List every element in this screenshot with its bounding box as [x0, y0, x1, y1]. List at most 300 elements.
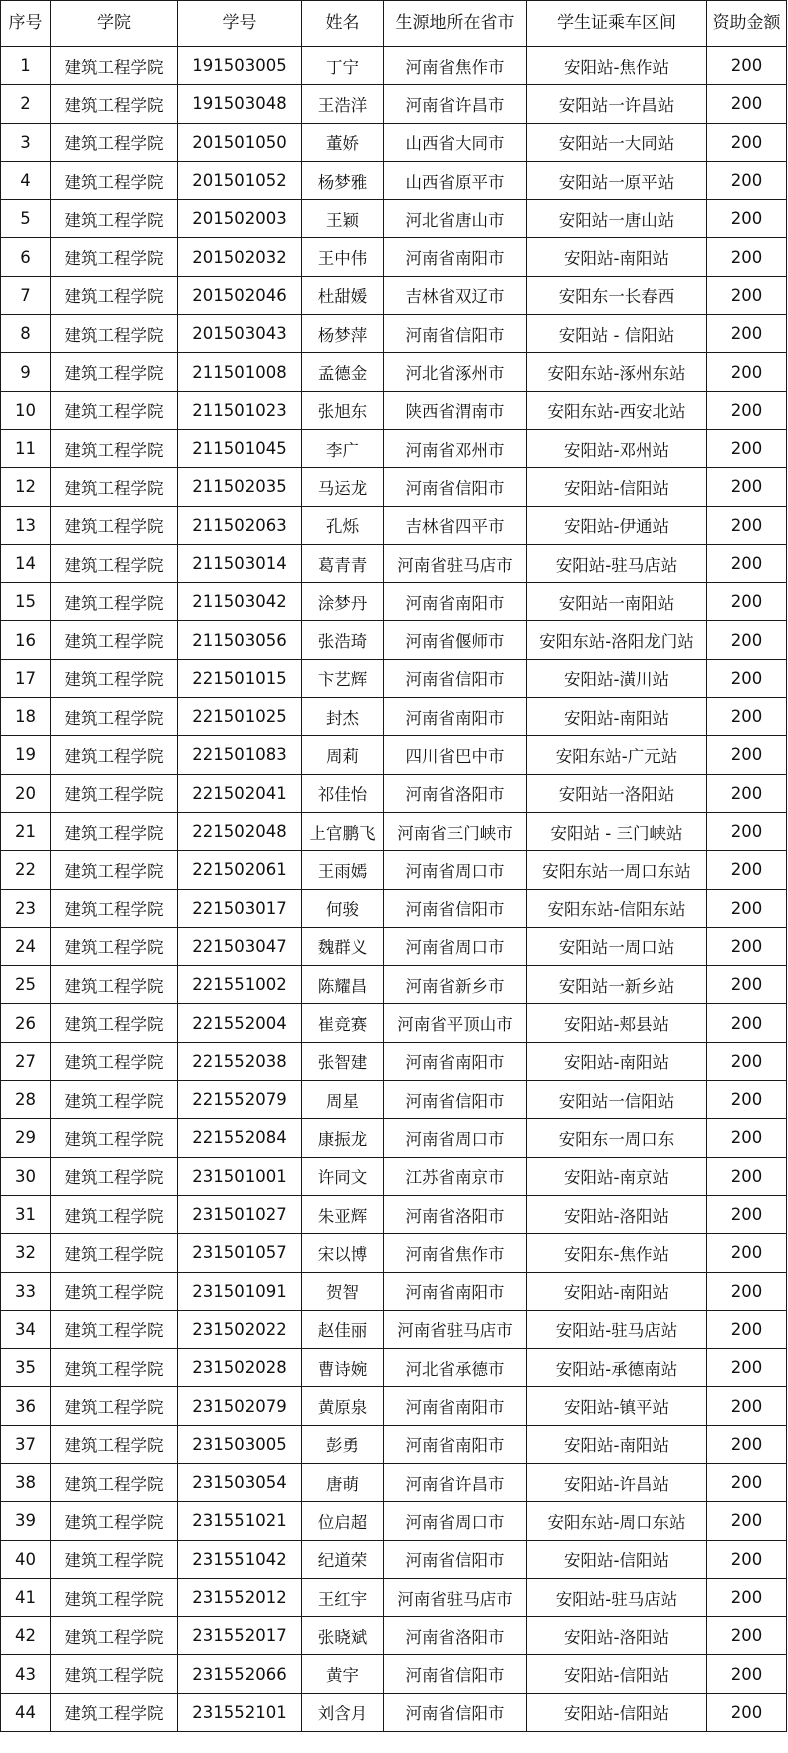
cell-index: 43 — [1, 1655, 51, 1693]
cell-route: 安阳站-信阳站 — [527, 1693, 707, 1731]
cell-student-id: 211503014 — [178, 544, 302, 582]
table-row — [1, 123, 787, 161]
cell-origin: 河南省驻马店市 — [384, 1578, 527, 1616]
cell-student-id: 211503042 — [178, 583, 302, 621]
table-row — [1, 468, 787, 506]
table-row — [1, 506, 787, 544]
table-row — [1, 1272, 787, 1310]
cell-student-id: 201501052 — [178, 161, 302, 199]
cell-student-id: 231552017 — [178, 1617, 302, 1655]
cell-index: 40 — [1, 1540, 51, 1578]
cell-student-id: 221552079 — [178, 1081, 302, 1119]
cell-name: 贺智 — [302, 1272, 384, 1310]
cell-origin: 吉林省四平市 — [384, 506, 527, 544]
cell-name: 周莉 — [302, 736, 384, 774]
cell-college: 建筑工程学院 — [51, 1272, 178, 1310]
cell-student-id: 221552004 — [178, 1004, 302, 1042]
cell-index: 21 — [1, 812, 51, 850]
cell-college: 建筑工程学院 — [51, 927, 178, 965]
table-row — [1, 774, 787, 812]
cell-amount: 200 — [707, 200, 787, 238]
cell-amount: 200 — [707, 1463, 787, 1501]
cell-name: 曹诗婉 — [302, 1349, 384, 1387]
cell-college: 建筑工程学院 — [51, 1578, 178, 1616]
cell-origin: 河北省涿州市 — [384, 353, 527, 391]
table-row — [1, 1042, 787, 1080]
cell-amount: 200 — [707, 1042, 787, 1080]
cell-amount: 200 — [707, 161, 787, 199]
cell-route: 安阳东-焦作站 — [527, 1234, 707, 1272]
cell-name: 张浩琦 — [302, 621, 384, 659]
cell-college: 建筑工程学院 — [51, 1463, 178, 1501]
cell-college: 建筑工程学院 — [51, 1195, 178, 1233]
cell-name: 封杰 — [302, 698, 384, 736]
cell-origin: 河南省邓州市 — [384, 429, 527, 467]
cell-route: 安阳站-信阳站 — [527, 1655, 707, 1693]
cell-name: 杜甜媛 — [302, 276, 384, 314]
cell-college: 建筑工程学院 — [51, 1693, 178, 1731]
cell-student-id: 221501083 — [178, 736, 302, 774]
cell-student-id: 231501027 — [178, 1195, 302, 1233]
cell-route: 安阳东站-洛阳龙门站 — [527, 621, 707, 659]
cell-college: 建筑工程学院 — [51, 583, 178, 621]
cell-route: 安阳站-洛阳站 — [527, 1617, 707, 1655]
cell-index: 34 — [1, 1310, 51, 1348]
cell-student-id: 211501045 — [178, 429, 302, 467]
cell-amount: 200 — [707, 1195, 787, 1233]
header-college: 学院 — [51, 1, 178, 47]
cell-name: 宋以博 — [302, 1234, 384, 1272]
table-row — [1, 1502, 787, 1540]
cell-index: 19 — [1, 736, 51, 774]
cell-name: 许同文 — [302, 1157, 384, 1195]
cell-index: 22 — [1, 851, 51, 889]
cell-student-id: 231552012 — [178, 1578, 302, 1616]
cell-student-id: 201501050 — [178, 123, 302, 161]
cell-amount: 200 — [707, 1081, 787, 1119]
table-row — [1, 1195, 787, 1233]
cell-amount: 200 — [707, 1310, 787, 1348]
cell-index: 35 — [1, 1349, 51, 1387]
cell-route: 安阳站-驻马店站 — [527, 1310, 707, 1348]
cell-origin: 河南省周口市 — [384, 851, 527, 889]
cell-index: 29 — [1, 1119, 51, 1157]
cell-student-id: 211501008 — [178, 353, 302, 391]
table-row — [1, 1617, 787, 1655]
cell-origin: 河北省唐山市 — [384, 200, 527, 238]
cell-index: 7 — [1, 276, 51, 314]
cell-route: 安阳站-驻马店站 — [527, 1578, 707, 1616]
cell-route: 安阳站一大同站 — [527, 123, 707, 161]
cell-route: 安阳站一许昌站 — [527, 85, 707, 123]
cell-amount: 200 — [707, 583, 787, 621]
cell-route: 安阳站 - 三门峡站 — [527, 812, 707, 850]
cell-student-id: 211502035 — [178, 468, 302, 506]
table-row — [1, 47, 787, 85]
cell-name: 王红宇 — [302, 1578, 384, 1616]
header-student-id: 学号 — [178, 1, 302, 47]
header-name: 姓名 — [302, 1, 384, 47]
cell-route: 安阳站-镇平站 — [527, 1387, 707, 1425]
cell-student-id: 231502079 — [178, 1387, 302, 1425]
cell-origin: 河南省平顶山市 — [384, 1004, 527, 1042]
cell-college: 建筑工程学院 — [51, 621, 178, 659]
cell-origin: 河南省焦作市 — [384, 47, 527, 85]
cell-origin: 河南省周口市 — [384, 927, 527, 965]
cell-amount: 200 — [707, 1617, 787, 1655]
cell-route: 安阳东站-周口东站 — [527, 1502, 707, 1540]
cell-origin: 河南省南阳市 — [384, 583, 527, 621]
cell-amount: 200 — [707, 1578, 787, 1616]
cell-index: 11 — [1, 429, 51, 467]
cell-origin: 河南省信阳市 — [384, 1693, 527, 1731]
table-row — [1, 1157, 787, 1195]
cell-route: 安阳站一新乡站 — [527, 966, 707, 1004]
cell-student-id: 231551042 — [178, 1540, 302, 1578]
cell-student-id: 231501057 — [178, 1234, 302, 1272]
header-index: 序号 — [1, 1, 51, 47]
cell-amount: 200 — [707, 315, 787, 353]
cell-route: 安阳东站-西安北站 — [527, 391, 707, 429]
table-row — [1, 1387, 787, 1425]
cell-student-id: 191503048 — [178, 85, 302, 123]
header-amount: 资助金额 — [707, 1, 787, 47]
cell-amount: 200 — [707, 774, 787, 812]
cell-college: 建筑工程学院 — [51, 544, 178, 582]
cell-college: 建筑工程学院 — [51, 1004, 178, 1042]
cell-student-id: 221501015 — [178, 659, 302, 697]
cell-index: 26 — [1, 1004, 51, 1042]
cell-origin: 河南省信阳市 — [384, 659, 527, 697]
cell-name: 刘含月 — [302, 1693, 384, 1731]
cell-college: 建筑工程学院 — [51, 851, 178, 889]
table-row — [1, 851, 787, 889]
cell-name: 马运龙 — [302, 468, 384, 506]
cell-college: 建筑工程学院 — [51, 1655, 178, 1693]
table-row — [1, 161, 787, 199]
cell-college: 建筑工程学院 — [51, 1387, 178, 1425]
cell-amount: 200 — [707, 621, 787, 659]
cell-name: 陈耀昌 — [302, 966, 384, 1004]
cell-student-id: 201502032 — [178, 238, 302, 276]
cell-amount: 200 — [707, 659, 787, 697]
cell-route: 安阳站-南阳站 — [527, 238, 707, 276]
cell-origin: 四川省巴中市 — [384, 736, 527, 774]
cell-origin: 河南省南阳市 — [384, 1042, 527, 1080]
cell-name: 赵佳丽 — [302, 1310, 384, 1348]
cell-college: 建筑工程学院 — [51, 1502, 178, 1540]
cell-amount: 200 — [707, 927, 787, 965]
cell-college: 建筑工程学院 — [51, 774, 178, 812]
cell-name: 纪道荣 — [302, 1540, 384, 1578]
cell-name: 崔竞赛 — [302, 1004, 384, 1042]
cell-route: 安阳站-南阳站 — [527, 1042, 707, 1080]
table-row — [1, 1578, 787, 1616]
cell-college: 建筑工程学院 — [51, 200, 178, 238]
cell-college: 建筑工程学院 — [51, 1310, 178, 1348]
cell-amount: 200 — [707, 812, 787, 850]
cell-name: 丁宁 — [302, 47, 384, 85]
cell-amount: 200 — [707, 698, 787, 736]
cell-college: 建筑工程学院 — [51, 47, 178, 85]
cell-origin: 吉林省双辽市 — [384, 276, 527, 314]
cell-index: 9 — [1, 353, 51, 391]
cell-index: 28 — [1, 1081, 51, 1119]
cell-index: 14 — [1, 544, 51, 582]
table-row — [1, 1463, 787, 1501]
cell-student-id: 221503017 — [178, 889, 302, 927]
cell-route: 安阳站-南京站 — [527, 1157, 707, 1195]
cell-student-id: 211502063 — [178, 506, 302, 544]
cell-origin: 山西省大同市 — [384, 123, 527, 161]
cell-index: 23 — [1, 889, 51, 927]
table-row — [1, 1655, 787, 1693]
cell-name: 祁佳怡 — [302, 774, 384, 812]
header-route: 学生证乘车区间 — [527, 1, 707, 47]
cell-origin: 河南省周口市 — [384, 1119, 527, 1157]
cell-amount: 200 — [707, 736, 787, 774]
cell-amount: 200 — [707, 1004, 787, 1042]
cell-origin: 河南省信阳市 — [384, 1655, 527, 1693]
cell-origin: 陕西省渭南市 — [384, 391, 527, 429]
table-row — [1, 238, 787, 276]
cell-index: 37 — [1, 1425, 51, 1463]
cell-index: 32 — [1, 1234, 51, 1272]
cell-origin: 河南省焦作市 — [384, 1234, 527, 1272]
cell-name: 魏群义 — [302, 927, 384, 965]
cell-college: 建筑工程学院 — [51, 1042, 178, 1080]
cell-origin: 河南省南阳市 — [384, 1387, 527, 1425]
cell-amount: 200 — [707, 391, 787, 429]
cell-name: 康振龙 — [302, 1119, 384, 1157]
cell-origin: 河南省信阳市 — [384, 1540, 527, 1578]
cell-index: 30 — [1, 1157, 51, 1195]
cell-amount: 200 — [707, 238, 787, 276]
cell-index: 3 — [1, 123, 51, 161]
cell-name: 王浩洋 — [302, 85, 384, 123]
cell-route: 安阳站一洛阳站 — [527, 774, 707, 812]
cell-index: 15 — [1, 583, 51, 621]
cell-student-id: 211503056 — [178, 621, 302, 659]
cell-student-id: 191503005 — [178, 47, 302, 85]
cell-name: 张旭东 — [302, 391, 384, 429]
cell-student-id: 221552084 — [178, 1119, 302, 1157]
table-row — [1, 85, 787, 123]
table-row — [1, 1349, 787, 1387]
cell-index: 27 — [1, 1042, 51, 1080]
cell-name: 黄宇 — [302, 1655, 384, 1693]
cell-route: 安阳站-南阳站 — [527, 1425, 707, 1463]
cell-student-id: 201502003 — [178, 200, 302, 238]
cell-name: 李广 — [302, 429, 384, 467]
cell-name: 葛青青 — [302, 544, 384, 582]
cell-college: 建筑工程学院 — [51, 1617, 178, 1655]
cell-amount: 200 — [707, 429, 787, 467]
table-row — [1, 353, 787, 391]
cell-college: 建筑工程学院 — [51, 736, 178, 774]
cell-name: 何骏 — [302, 889, 384, 927]
cell-amount: 200 — [707, 506, 787, 544]
cell-origin: 河南省洛阳市 — [384, 774, 527, 812]
table-row — [1, 736, 787, 774]
cell-amount: 200 — [707, 1272, 787, 1310]
cell-route: 安阳站-伊通站 — [527, 506, 707, 544]
table-row — [1, 659, 787, 697]
cell-name: 涂梦丹 — [302, 583, 384, 621]
cell-origin: 江苏省南京市 — [384, 1157, 527, 1195]
cell-index: 4 — [1, 161, 51, 199]
cell-college: 建筑工程学院 — [51, 1234, 178, 1272]
cell-route: 安阳站-焦作站 — [527, 47, 707, 85]
cell-origin: 河南省驻马店市 — [384, 1310, 527, 1348]
cell-route: 安阳站-许昌站 — [527, 1463, 707, 1501]
cell-amount: 200 — [707, 276, 787, 314]
table-row — [1, 315, 787, 353]
cell-origin: 河南省信阳市 — [384, 889, 527, 927]
table-body — [1, 47, 787, 1732]
cell-amount: 200 — [707, 1234, 787, 1272]
table-row — [1, 966, 787, 1004]
cell-amount: 200 — [707, 544, 787, 582]
cell-college: 建筑工程学院 — [51, 1425, 178, 1463]
cell-college: 建筑工程学院 — [51, 1157, 178, 1195]
cell-name: 彭勇 — [302, 1425, 384, 1463]
cell-origin: 河南省三门峡市 — [384, 812, 527, 850]
cell-origin: 山西省原平市 — [384, 161, 527, 199]
cell-student-id: 221552038 — [178, 1042, 302, 1080]
cell-index: 10 — [1, 391, 51, 429]
table-row — [1, 1081, 787, 1119]
header-origin: 生源地所在省市 — [384, 1, 527, 47]
table-row — [1, 1119, 787, 1157]
cell-index: 41 — [1, 1578, 51, 1616]
cell-college: 建筑工程学院 — [51, 429, 178, 467]
cell-college: 建筑工程学院 — [51, 123, 178, 161]
table-row — [1, 391, 787, 429]
cell-route: 安阳站-洛阳站 — [527, 1195, 707, 1233]
cell-name: 朱亚辉 — [302, 1195, 384, 1233]
cell-index: 6 — [1, 238, 51, 276]
cell-college: 建筑工程学院 — [51, 966, 178, 1004]
table-row — [1, 1234, 787, 1272]
table-row — [1, 429, 787, 467]
cell-amount: 200 — [707, 1119, 787, 1157]
cell-route: 安阳站一信阳站 — [527, 1081, 707, 1119]
cell-college: 建筑工程学院 — [51, 315, 178, 353]
cell-amount: 200 — [707, 1693, 787, 1731]
cell-name: 王中伟 — [302, 238, 384, 276]
cell-index: 18 — [1, 698, 51, 736]
cell-college: 建筑工程学院 — [51, 161, 178, 199]
cell-origin: 河南省南阳市 — [384, 1272, 527, 1310]
table-row — [1, 1540, 787, 1578]
cell-origin: 河南省南阳市 — [384, 698, 527, 736]
cell-college: 建筑工程学院 — [51, 468, 178, 506]
cell-student-id: 201502046 — [178, 276, 302, 314]
cell-amount: 200 — [707, 851, 787, 889]
cell-origin: 河南省信阳市 — [384, 315, 527, 353]
cell-college: 建筑工程学院 — [51, 1349, 178, 1387]
cell-index: 17 — [1, 659, 51, 697]
table-row — [1, 583, 787, 621]
cell-origin: 河南省洛阳市 — [384, 1195, 527, 1233]
cell-amount: 200 — [707, 1157, 787, 1195]
table-row — [1, 200, 787, 238]
cell-index: 25 — [1, 966, 51, 1004]
cell-route: 安阳东一长春西 — [527, 276, 707, 314]
cell-route: 安阳站-驻马店站 — [527, 544, 707, 582]
cell-route: 安阳站-信阳站 — [527, 468, 707, 506]
cell-amount: 200 — [707, 1387, 787, 1425]
cell-student-id: 231502028 — [178, 1349, 302, 1387]
table-row — [1, 1425, 787, 1463]
cell-origin: 河北省承德市 — [384, 1349, 527, 1387]
cell-amount: 200 — [707, 353, 787, 391]
cell-origin: 河南省信阳市 — [384, 468, 527, 506]
cell-origin: 河南省驻马店市 — [384, 544, 527, 582]
cell-name: 孟德金 — [302, 353, 384, 391]
cell-student-id: 221502061 — [178, 851, 302, 889]
cell-origin: 河南省许昌市 — [384, 1463, 527, 1501]
cell-college: 建筑工程学院 — [51, 1119, 178, 1157]
cell-name: 黄原泉 — [302, 1387, 384, 1425]
cell-name: 卞艺辉 — [302, 659, 384, 697]
cell-route: 安阳站-邓州站 — [527, 429, 707, 467]
cell-student-id: 221502041 — [178, 774, 302, 812]
cell-route: 安阳站一唐山站 — [527, 200, 707, 238]
cell-index: 36 — [1, 1387, 51, 1425]
cell-college: 建筑工程学院 — [51, 812, 178, 850]
cell-index: 12 — [1, 468, 51, 506]
cell-college: 建筑工程学院 — [51, 889, 178, 927]
cell-amount: 200 — [707, 966, 787, 1004]
cell-route: 安阳站-承德南站 — [527, 1349, 707, 1387]
table-row — [1, 276, 787, 314]
cell-index: 24 — [1, 927, 51, 965]
header-row — [1, 1, 787, 47]
cell-route: 安阳站一周口站 — [527, 927, 707, 965]
cell-route: 安阳站 - 信阳站 — [527, 315, 707, 353]
cell-student-id: 211501023 — [178, 391, 302, 429]
cell-route: 安阳站一南阳站 — [527, 583, 707, 621]
cell-student-id: 231502022 — [178, 1310, 302, 1348]
table-row — [1, 544, 787, 582]
table-row — [1, 621, 787, 659]
cell-amount: 200 — [707, 1425, 787, 1463]
cell-college: 建筑工程学院 — [51, 238, 178, 276]
cell-index: 20 — [1, 774, 51, 812]
cell-student-id: 221503047 — [178, 927, 302, 965]
cell-student-id: 231552066 — [178, 1655, 302, 1693]
cell-index: 1 — [1, 47, 51, 85]
cell-college: 建筑工程学院 — [51, 506, 178, 544]
cell-college: 建筑工程学院 — [51, 85, 178, 123]
cell-student-id: 231551021 — [178, 1502, 302, 1540]
cell-name: 唐萌 — [302, 1463, 384, 1501]
cell-index: 13 — [1, 506, 51, 544]
cell-index: 42 — [1, 1617, 51, 1655]
cell-amount: 200 — [707, 85, 787, 123]
cell-index: 33 — [1, 1272, 51, 1310]
cell-college: 建筑工程学院 — [51, 1540, 178, 1578]
cell-index: 44 — [1, 1693, 51, 1731]
cell-amount: 200 — [707, 1540, 787, 1578]
cell-student-id: 231503054 — [178, 1463, 302, 1501]
cell-route: 安阳东站-信阳东站 — [527, 889, 707, 927]
cell-college: 建筑工程学院 — [51, 276, 178, 314]
cell-index: 38 — [1, 1463, 51, 1501]
cell-amount: 200 — [707, 1655, 787, 1693]
